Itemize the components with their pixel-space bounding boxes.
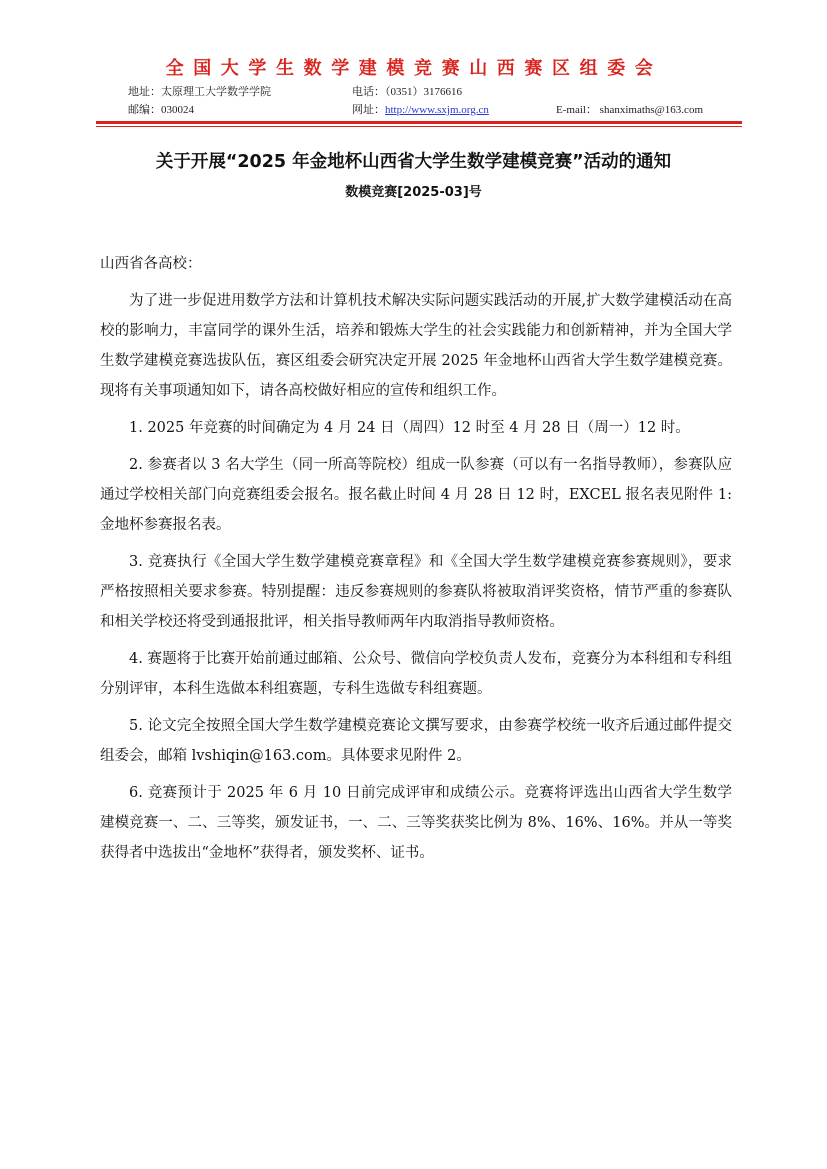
organization-name: 全国大学生数学建模竞赛山西赛区组委会 xyxy=(165,58,663,79)
notice-item-6: 6. 竞赛预计于 2025 年 6 月 10 日前完成评审和成绩公示。竞赛将评选出山西省大学生数学建模竞赛一、二、三等奖，颁发证书，一、二、三等奖获奖比例为 8%、16%、16%。并从一等奖获得者中选拔出“金地杯”获得者，颁发奖杯、证书。 xyxy=(100,785,732,861)
header-divider-thick xyxy=(96,121,742,124)
contact-info xyxy=(96,82,732,120)
notice-item-3: 3. 竞赛执行《全国大学生数学建模竞赛章程》和《全国大学生数学建模竞赛参赛规则》，要求严格按照相关要求参赛。特别提醒：违反参赛规则的参赛队将被取消评奖资格，情节严重的参赛队和相关学校还将受到通报批评，相关指导教师两年内取消指导教师资格。 xyxy=(100,554,732,630)
notice-item-2: 2. 参赛者以 3 名大学生（同一所高等院校）组成一队参赛（可以有一名指导教师），参赛队应通过学校相关部门向竞赛组委会报名。报名截止时间 4 月 28 日 12 时，EXCEL 报名表见附件 1:金地杯参赛报名表。 xyxy=(100,457,732,533)
notice-item-1: 1. 2025 年竞赛的时间确定为 4 月 24 日（周四）12 时至 4 月 28 日（周一）12 时。 xyxy=(129,420,690,436)
notice-item-5: 5. 论文完全按照全国大学生数学建模竞赛论文撰写要求，由参赛学校统一收齐后通过邮件提交组委会，邮箱 lvshiqin@163.com。具体要求见附件 2。 xyxy=(100,718,732,764)
document-number: 数模竞赛[2025-03]号 xyxy=(345,185,482,200)
document-title: 关于开展“2025 年金地杯山西省大学生数学建模竞赛”活动的通知 xyxy=(155,152,672,172)
website xyxy=(352,101,489,117)
intro-paragraph: 为了进一步促进用数学方法和计算机技术解决实际问题实践活动的开展,扩大数学建模活动在高校的影响力，丰富同学的课外生活，培养和锻炼大学生的社会实践能力和创新精神，并为全国大学生数学建模竞赛选拔队伍，赛区组委会研究决定开展 2025 年金地杯山西省大学生数学建模竞赛。现将有关事项通知如下，请各高校做好相应的宣传和组织工作。 xyxy=(100,293,732,399)
phone: 电话：（0351）3176616 xyxy=(352,86,462,98)
document-body xyxy=(100,249,732,875)
website-link[interactable]: http://www.sxjm.org.cn xyxy=(385,104,489,116)
website-label: 网址： xyxy=(352,104,385,116)
address: 地址：太原理工大学数学学院 xyxy=(128,86,271,98)
salutation: 山西省各高校： xyxy=(100,256,202,272)
email: E-mail： shanximaths@163.com xyxy=(556,104,703,116)
notice-item-4: 4. 赛题将于比赛开始前通过邮箱、公众号、微信向学校负责人发布，竞赛分为本科组和专科组分别评审，本科生选做本科组赛题，专科生选做专科组赛题。 xyxy=(100,651,732,697)
header-divider-thin xyxy=(96,126,742,127)
letterhead xyxy=(96,56,732,120)
postcode: 邮编：030024 xyxy=(128,104,194,116)
